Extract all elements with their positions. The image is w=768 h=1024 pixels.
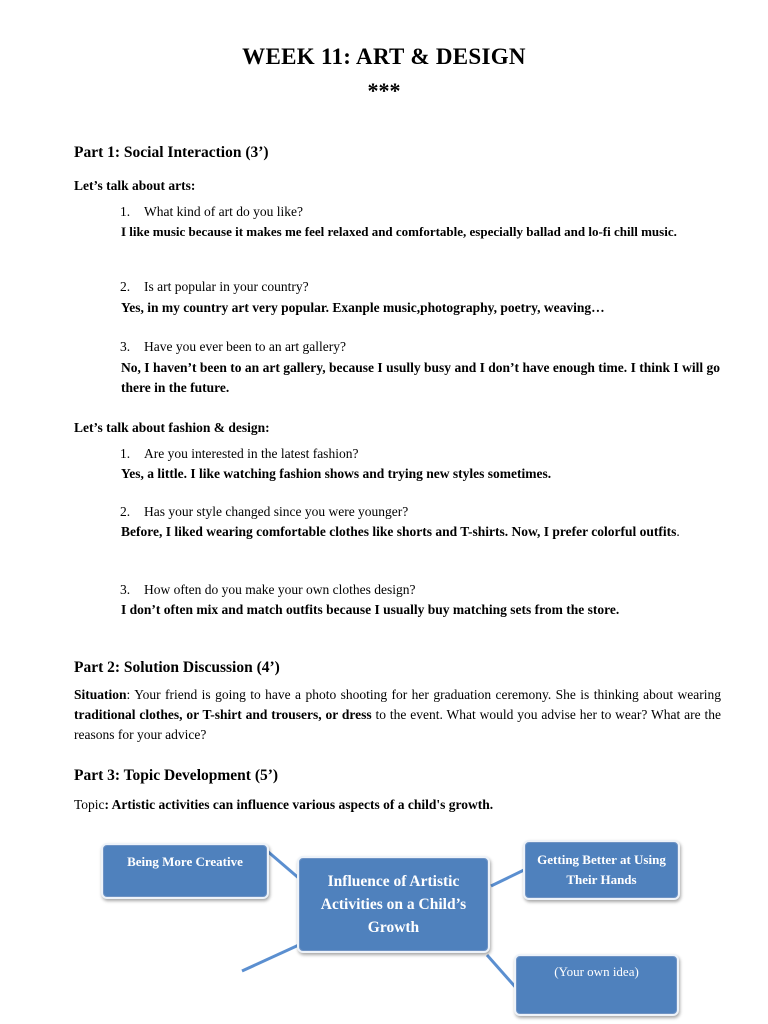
fashion-answer-3: I don’t often mix and match outfits because I usually buy matching sets from the store. bbox=[121, 602, 620, 617]
arts-heading: Let’s talk about arts: bbox=[74, 178, 196, 193]
question-number: 3. bbox=[120, 339, 131, 354]
title-separator: *** bbox=[367, 78, 401, 103]
question-number: 1. bbox=[120, 204, 131, 219]
idea-box-label: Being More Creative bbox=[127, 854, 243, 869]
connector-top-right bbox=[491, 870, 524, 886]
connector-top-left bbox=[266, 850, 301, 880]
answer-tail: . bbox=[676, 524, 680, 539]
document-title: WEEK 11: ART & DESIGN bbox=[242, 44, 526, 69]
situation-text-1: : Your friend is going to have a photo shooting for her graduation ceremony. She is thinking about wearing bbox=[126, 687, 721, 702]
answer-text: Before, I liked wearing comfortable clothes like shorts and T-shirts. Now, I prefer colorful outfits bbox=[121, 524, 677, 539]
part1-heading: Part 1: Social Interaction (3’) bbox=[74, 144, 269, 161]
question-text: Has your style changed since you were younger? bbox=[144, 504, 409, 519]
connector-bottom-left bbox=[242, 944, 301, 971]
idea-box-label: Getting Better at Using Their Hands bbox=[537, 852, 666, 887]
idea-box-being-more-creative bbox=[101, 843, 269, 899]
situation-options: traditional clothes, or T-shirt and trousers, or dress bbox=[74, 707, 372, 722]
question-text: Are you interested in the latest fashion? bbox=[144, 446, 359, 461]
fashion-heading: Let’s talk about fashion & design: bbox=[74, 420, 270, 435]
topic-label: Topic bbox=[74, 797, 105, 812]
topic-text: : Artistic activities can influence various aspects of a child's growth. bbox=[104, 797, 494, 812]
situation-label: Situation bbox=[74, 687, 127, 702]
arts-answer-3: No, I haven’t been to an art gallery, because I usully busy and I don’t have enough time. I think I will go there in the future. bbox=[121, 360, 720, 395]
question-text: What kind of art do you like? bbox=[144, 204, 303, 219]
question-number: 2. bbox=[120, 279, 131, 294]
idea-box-label: (Your own idea) bbox=[554, 964, 639, 979]
arts-answer-1: I like music because it makes me feel relaxed and comfortable, especially ballad and lo-fi chill music. bbox=[121, 224, 677, 239]
question-number: 1. bbox=[120, 446, 131, 461]
idea-box-your-own-idea bbox=[514, 954, 679, 1016]
situation-text-2: to the event. What would you advise her to wear? What are the reasons for your advice? bbox=[74, 707, 721, 742]
idea-box-getting-better-hands bbox=[523, 840, 680, 900]
part3-heading: Part 3: Topic Development (5’) bbox=[74, 767, 279, 784]
question-text: How often do you make your own clothes design? bbox=[144, 582, 416, 597]
question-number: 2. bbox=[120, 504, 131, 519]
fashion-answer-1: Yes, a little. I like watching fashion shows and trying new styles sometimes. bbox=[121, 466, 552, 481]
part2-heading: Part 2: Solution Discussion (4’) bbox=[74, 659, 280, 676]
central-topic-box bbox=[297, 856, 490, 953]
arts-answer-2: Yes, in my country art very popular. Exanple music,photography, poetry, weaving… bbox=[121, 300, 605, 315]
question-number: 3. bbox=[120, 582, 131, 597]
central-topic-label: Influence of Artistic Activities on a Child’s Growth bbox=[320, 873, 467, 936]
question-text: Have you ever been to an art gallery? bbox=[144, 339, 347, 354]
question-text: Is art popular in your country? bbox=[144, 279, 309, 294]
